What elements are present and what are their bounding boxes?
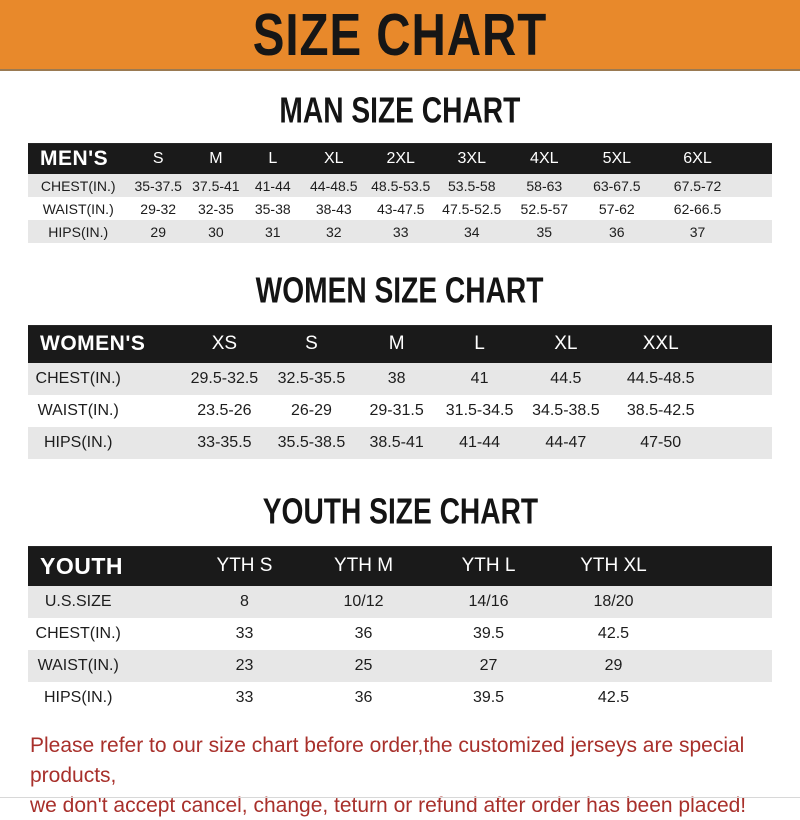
size-value-cell: 23 — [188, 650, 301, 682]
spacer-cell — [128, 682, 188, 714]
men-column-header: 3XL — [436, 143, 508, 174]
size-value-cell: 63-67.5 — [581, 174, 653, 197]
youth-corner-label: YOUTH — [28, 546, 188, 586]
spacer-cell — [676, 682, 772, 714]
spacer-cell — [128, 618, 188, 650]
spacer-cell — [676, 546, 772, 586]
size-value-cell: 32-35 — [197, 200, 234, 217]
men-corner-label: MEN'S — [28, 143, 128, 174]
spacer-cell — [742, 174, 772, 197]
size-value-cell: 29 — [551, 650, 676, 682]
men-column-header: XL — [302, 143, 366, 174]
size-value-cell: 44-47 — [520, 427, 611, 459]
size-value-cell: 39.5 — [472, 689, 505, 706]
men-column-header: M — [188, 143, 244, 174]
size-value-cell: 53.5-58 — [436, 174, 508, 197]
women-size-table — [28, 325, 772, 459]
size-value-cell: 35 — [508, 220, 581, 243]
men-size-section — [0, 71, 800, 243]
row-label: U.S.SIZE — [28, 586, 128, 618]
row-label: WAIST(IN.) — [37, 402, 119, 419]
size-value-cell: 14/16 — [426, 586, 551, 618]
spacer-cell — [742, 143, 772, 174]
row-label: CHEST(IN.) — [28, 174, 128, 197]
row-label: HIPS(IN.) — [28, 427, 128, 459]
size-value-cell: 25 — [301, 650, 426, 682]
row-label: HIPS(IN.) — [28, 220, 128, 243]
youth-size-section — [0, 459, 800, 714]
size-value-cell: 33-35.5 — [181, 427, 269, 459]
size-value-cell: 41-44 — [244, 174, 302, 197]
men-column-header: 4XL — [508, 143, 581, 174]
spacer-cell — [676, 650, 772, 682]
size-value-cell: 34 — [436, 220, 508, 243]
spacer-cell — [128, 395, 180, 427]
women-column-header: S — [268, 325, 354, 363]
size-value-cell: 34.5-38.5 — [532, 402, 600, 419]
size-value-cell: 35.5-38.5 — [268, 427, 354, 459]
spacer-cell — [128, 586, 188, 618]
youth-column-header: YTH L — [426, 546, 551, 586]
men-column-header: L — [244, 143, 302, 174]
size-value-cell: 32 — [302, 220, 366, 243]
men-column-header: 5XL — [581, 143, 653, 174]
spacer-cell — [128, 363, 180, 395]
size-value-cell: 29 — [128, 220, 188, 243]
spacer-cell — [710, 325, 772, 363]
disclaimer-line-2: we don't accept cancel, change, teturn or refund after order has been placed! — [30, 793, 747, 817]
bottom-divider — [0, 797, 800, 798]
size-value-cell: 58-63 — [508, 174, 581, 197]
row-label: CHEST(IN.) — [28, 363, 128, 395]
size-value-cell: 38 — [355, 363, 439, 395]
size-value-cell: 26-29 — [290, 402, 332, 419]
youth-ussize-row — [28, 586, 772, 618]
size-value-cell: 29-32 — [140, 200, 177, 217]
youth-size-table — [28, 546, 772, 714]
size-value-cell: 62-66.5 — [673, 200, 722, 217]
spacer-cell — [710, 395, 772, 427]
size-value-cell: 38.5-42.5 — [626, 402, 695, 419]
spacer-cell — [742, 220, 772, 243]
size-value-cell: 43-47.5 — [376, 200, 425, 217]
women-chest-row — [28, 363, 772, 395]
size-value-cell: 44-48.5 — [302, 174, 366, 197]
spacer-cell — [710, 363, 772, 395]
size-value-cell: 31 — [244, 220, 302, 243]
women-size-section — [0, 243, 800, 459]
size-value-cell: 52.5-57 — [520, 200, 569, 217]
women-header-row — [28, 325, 772, 363]
women-hips-row — [28, 427, 772, 459]
spacer-cell — [676, 618, 772, 650]
men-section-heading: MAN SIZE CHART — [279, 89, 521, 131]
spacer-cell — [710, 427, 772, 459]
size-value-cell: 57-62 — [598, 200, 635, 217]
size-value-cell: 39.5 — [472, 625, 505, 642]
size-value-cell: 47.5-52.5 — [442, 200, 502, 217]
size-value-cell: 29-31.5 — [369, 402, 424, 419]
size-value-cell: 33 — [366, 220, 436, 243]
size-value-cell: 67.5-72 — [653, 174, 742, 197]
spacer-cell — [676, 586, 772, 618]
size-value-cell: 33 — [235, 625, 254, 642]
size-value-cell: 31.5-34.5 — [445, 402, 514, 419]
size-value-cell: 44.5 — [520, 363, 611, 395]
youth-header-row — [28, 546, 772, 586]
youth-chest-row — [28, 618, 772, 650]
women-column-header: L — [439, 325, 521, 363]
women-column-header: XXL — [611, 325, 710, 363]
size-value-cell: 10/12 — [301, 586, 426, 618]
women-section-heading: WOMEN SIZE CHART — [256, 269, 544, 311]
order-disclaimer — [30, 731, 780, 820]
size-value-cell: 27 — [426, 650, 551, 682]
youth-column-header: YTH XL — [551, 546, 676, 586]
size-value-cell: 37.5-41 — [188, 174, 244, 197]
size-value-cell: 37 — [653, 220, 742, 243]
youth-column-header: YTH M — [301, 546, 426, 586]
size-value-cell: 30 — [188, 220, 244, 243]
size-value-cell: 48.5-53.5 — [366, 174, 436, 197]
men-column-header: S — [128, 143, 188, 174]
size-value-cell: 36 — [354, 689, 373, 706]
men-column-header: 6XL — [653, 143, 742, 174]
spacer-cell — [128, 650, 188, 682]
size-chart-banner — [0, 0, 800, 71]
women-corner-label: WOMEN'S — [28, 325, 181, 363]
women-waist-row — [28, 395, 772, 427]
youth-section-heading: YOUTH SIZE CHART — [262, 490, 538, 532]
men-waist-row — [28, 197, 772, 220]
men-hips-row — [28, 220, 772, 243]
size-value-cell: 47-50 — [611, 427, 710, 459]
row-label: WAIST(IN.) — [28, 650, 128, 682]
youth-waist-row — [28, 650, 772, 682]
women-column-header: M — [355, 325, 439, 363]
women-column-header: XL — [520, 325, 611, 363]
size-value-cell: 44.5-48.5 — [611, 363, 710, 395]
spacer-cell — [742, 197, 772, 220]
disclaimer-line-1: Please refer to our size chart before order,the customized jerseys are special products, — [30, 734, 745, 787]
banner-title: SIZE CHART — [252, 1, 548, 68]
size-value-cell: 36 — [581, 220, 653, 243]
size-value-cell: 23.5-26 — [197, 402, 252, 419]
row-label: WAIST(IN.) — [42, 200, 114, 217]
size-value-cell: 33 — [235, 689, 254, 706]
size-value-cell: 42.5 — [597, 625, 630, 642]
size-value-cell: 41 — [439, 363, 521, 395]
men-chest-row — [28, 174, 772, 197]
men-column-header: 2XL — [366, 143, 436, 174]
size-value-cell: 35-38 — [254, 200, 291, 217]
youth-hips-row — [28, 682, 772, 714]
size-value-cell: 29.5-32.5 — [181, 363, 269, 395]
youth-column-header: YTH S — [188, 546, 301, 586]
men-header-row — [28, 143, 772, 174]
size-value-cell: 8 — [188, 586, 301, 618]
spacer-cell — [128, 427, 180, 459]
size-value-cell: 42.5 — [597, 689, 630, 706]
size-value-cell: 32.5-35.5 — [268, 363, 354, 395]
men-size-table — [28, 143, 772, 243]
size-value-cell: 38-43 — [315, 200, 352, 217]
women-column-header: XS — [181, 325, 269, 363]
row-label: CHEST(IN.) — [35, 625, 121, 642]
size-value-cell: 35-37.5 — [128, 174, 188, 197]
size-value-cell: 18/20 — [551, 586, 676, 618]
size-value-cell: 36 — [354, 625, 373, 642]
row-label: HIPS(IN.) — [43, 689, 113, 706]
size-value-cell: 38.5-41 — [355, 427, 439, 459]
size-value-cell: 41-44 — [439, 427, 521, 459]
